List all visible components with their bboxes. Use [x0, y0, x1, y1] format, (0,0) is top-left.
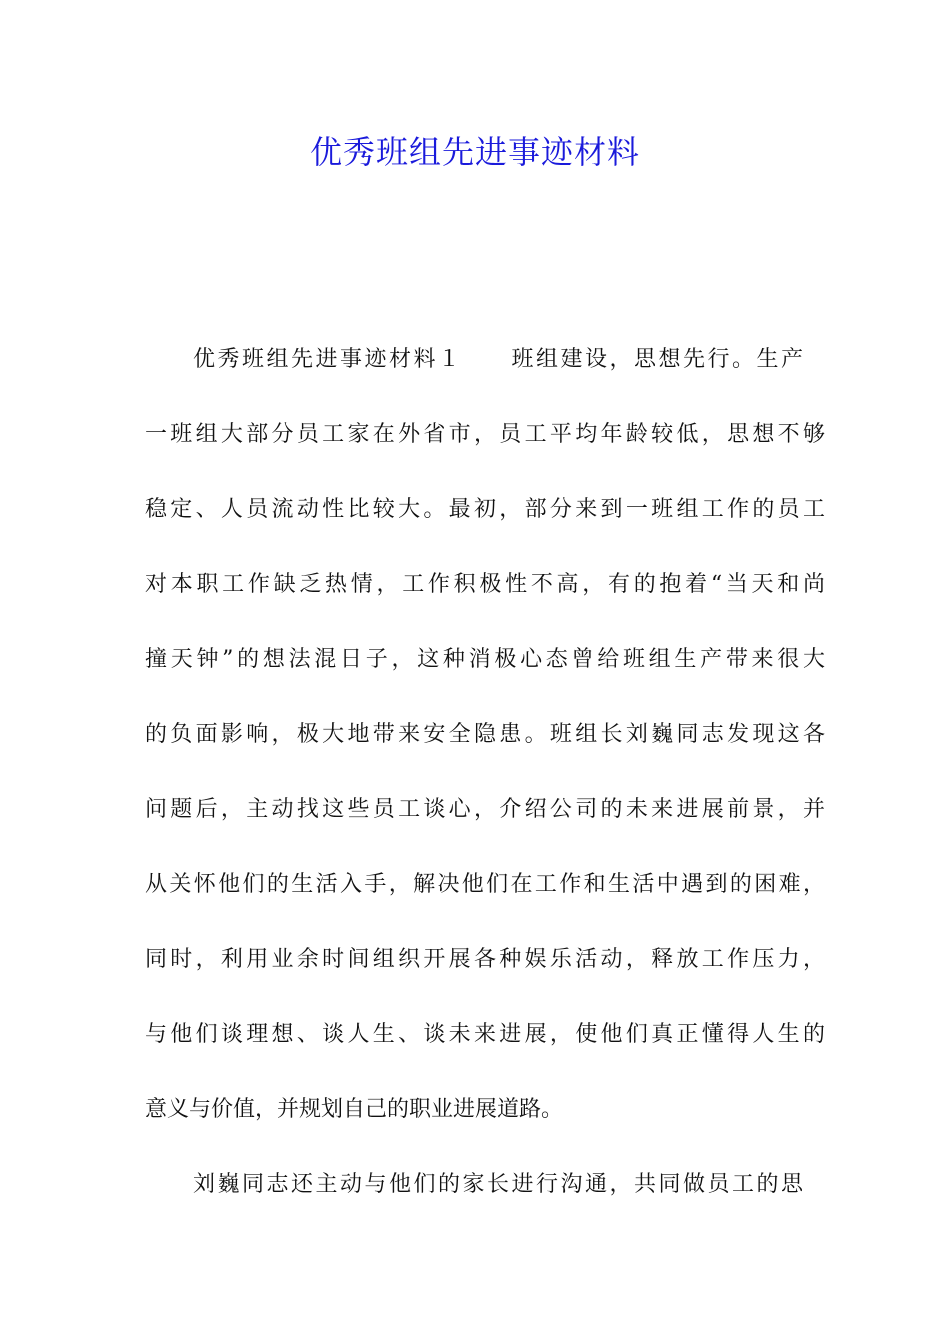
paragraph-1-line-8: 从关怀他们的生活入手，解决他们在工作和生活中遇到的困难， — [145, 872, 825, 897]
paragraph-1-line-11: 意义与价值，并规划自己的职业进展道路。 — [145, 1097, 564, 1122]
paragraph-1-line-4: 对本职工作缺乏热情，工作积极性不高，有的抱着“当天和尚 — [145, 572, 825, 597]
paragraph-1-line-5: 撞天钟”的想法混日子，这种消极心态曾给班组生产带来很大 — [145, 647, 825, 672]
paragraph-1-line-6: 的负面影响，极大地带来安全隐患。班组长刘巍同志发现这各 — [145, 722, 825, 747]
paragraph-1-line-3: 稳定、人员流动性比较大。最初，部分来到一班组工作的员工 — [145, 497, 825, 522]
paragraph-1-line-7: 问题后，主动找这些员工谈心，介绍公司的未来进展前景，并 — [145, 797, 825, 822]
document-title: 优秀班组先进事迹材料 — [309, 133, 640, 171]
paragraph-1-line-2: 一班组大部分员工家在外省市，员工平均年龄较低，思想不够 — [145, 422, 825, 447]
paragraph-2-line-1: 刘巍同志还主动与他们的家长进行沟通，共同做员工的思 — [193, 1172, 803, 1197]
paragraph-1-line-9: 同时，利用业余时间组织开展各种娱乐活动，释放工作压力， — [145, 947, 825, 972]
paragraph-1-line-1: 优秀班组先进事迹材料１ 班组建设，思想先行。生产 — [193, 347, 803, 372]
paragraph-1-line-10: 与他们谈理想、谈人生、谈未来进展，使他们真正懂得人生的 — [145, 1022, 825, 1047]
